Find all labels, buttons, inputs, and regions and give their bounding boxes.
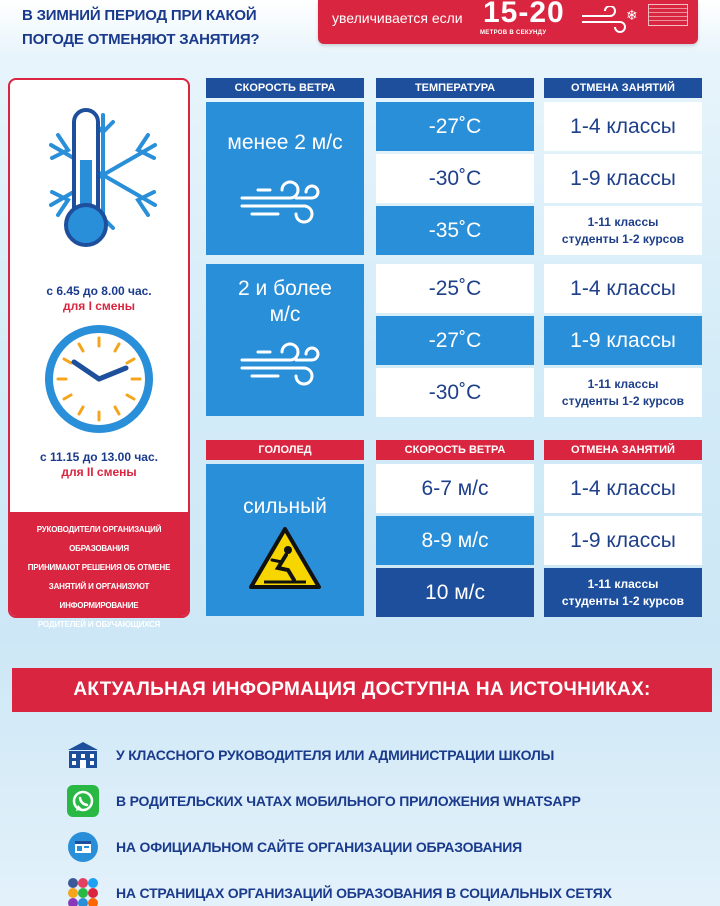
svg-text:❄: ❄ [626,7,638,23]
ice-wind-cell: 10 м/с [376,568,534,617]
header-wind-speed: СКОРОСТЬ ВЕТРА [206,78,364,98]
cancel-line: студенты 1-2 курсов [561,393,685,408]
source-text: В РОДИТЕЛЬСКИХ ЧАТАХ МОБИЛЬНОГО ПРИЛОЖЕНИЯ WHATSAPP [116,793,581,809]
whatsapp-icon [66,784,100,818]
wind-value-line1: 2 и более [238,277,332,300]
thermometer-snowflake-icon [38,100,168,250]
cancel-line: 1-11 классы [587,576,659,591]
cancel-line: студенты 1-2 курсов [561,593,685,608]
wind-value: менее 2 м/с [227,131,343,154]
cancel-line: 1-11 классы [587,214,659,229]
source-item [66,876,612,906]
wind-icon [238,340,328,386]
header-cancel: ОТМЕНА ЗАНЯТИЙ [544,78,702,98]
note-line: РОДИТЕЛЕЙ И ОБУЧАЮЩИХСЯ [37,620,161,629]
note-line: РУКОВОДИТЕЛИ ОРГАНИЗАЦИЙ ОБРАЗОВАНИЯ [36,525,162,553]
banner-unit: МЕТРОВ В СЕКУНДУ [480,30,547,36]
cancel-cell [544,206,702,255]
cancel-cell: 1-4 классы [544,264,702,313]
note-line: ПРИНИМАЮТ РЕШЕНИЯ ОБ ОТМЕНЕ [27,563,171,572]
ice-wind-cell: 6-7 м/с [376,464,534,513]
wind-group1 [206,102,364,255]
temp-cell: -25˚C [376,264,534,313]
page-question: В ЗИМНИЙ ПЕРИОД ПРИ КАКОЙ ПОГОДЕ ОТМЕНЯЮТ ЗАНЯТИЯ? [22,7,260,48]
temp-cell: -27˚C [376,316,534,365]
source-text: НА СТРАНИЦАХ ОРГАНИЗАЦИЙ ОБРАЗОВАНИЯ В СОЦИАЛЬНЫХ СЕТЯХ [116,885,612,901]
left-info-panel [8,78,190,629]
source-item [66,784,581,818]
cancel-line: студенты 1-2 курсов [561,231,685,246]
banner-value: 15-20 [483,0,565,29]
header-wind-speed-2: СКОРОСТЬ ВЕТРА [376,440,534,460]
wind-icon [238,178,328,224]
administration-note [10,512,188,629]
temp-cell: -30˚C [376,368,534,417]
cancel-line: 1-11 классы [587,376,659,391]
shift1-time: с 6.45 до 8.00 час. [46,284,152,298]
wind-group2 [206,264,364,416]
source-item [66,830,522,864]
cancel-cell: 1-9 классы [544,316,702,365]
wind-speed-banner [318,0,698,44]
ice-group [206,464,364,616]
website-icon [66,830,100,864]
wind-small-icon [580,6,640,36]
header-ice: ГОЛОЛЕД [206,440,364,460]
shift2-time: с 11.15 до 13.00 час. [39,450,158,464]
ice-cancel-cell: 1-9 классы [544,516,702,565]
ice-value: сильный [243,495,327,518]
header-cancel-2: ОТМЕНА ЗАНЯТИЙ [544,440,702,460]
wind-value-line2: м/с [269,303,301,326]
source-text: НА ОФИЦИАЛЬНОМ САЙТЕ ОРГАНИЗАЦИИ ОБРАЗОВАНИЯ [116,839,523,855]
temp-cell: -30˚C [376,154,534,203]
header-temperature: ТЕМПЕРАТУРА [376,78,534,98]
temp-cell: -27˚C [376,102,534,151]
cancel-cell [544,368,702,417]
cancel-cell: 1-4 классы [544,102,702,151]
ice-cancel-cell: 1-4 классы [544,464,702,513]
decorative-flag [648,4,688,26]
ice-wind-cell: 8-9 м/с [376,516,534,565]
social-networks-icon [66,876,100,906]
temp-cell: -35˚C [376,206,534,255]
shift2-label: для II смены [61,465,137,479]
clock-icon [44,324,154,434]
slippery-warning-icon [248,526,322,590]
sources-title: АКТУАЛЬНАЯ ИНФОРМАЦИЯ ДОСТУПНА НА ИСТОЧНИКАХ: [12,668,712,712]
source-text: У КЛАССНОГО РУКОВОДИТЕЛЯ ИЛИ АДМИНИСТРАЦИИ ШКОЛЫ [116,747,555,763]
note-line: ЗАНЯТИЙ И ОРГАНИЗУЮТ ИНФОРМИРОВАНИЕ [48,582,150,610]
banner-label: увеличивается если [332,10,463,26]
cancel-cell: 1-9 классы [544,154,702,203]
shift1-label: для I смены [63,299,135,313]
ice-cancel-cell [544,568,702,617]
school-building-icon [66,738,100,772]
source-item [66,738,554,772]
